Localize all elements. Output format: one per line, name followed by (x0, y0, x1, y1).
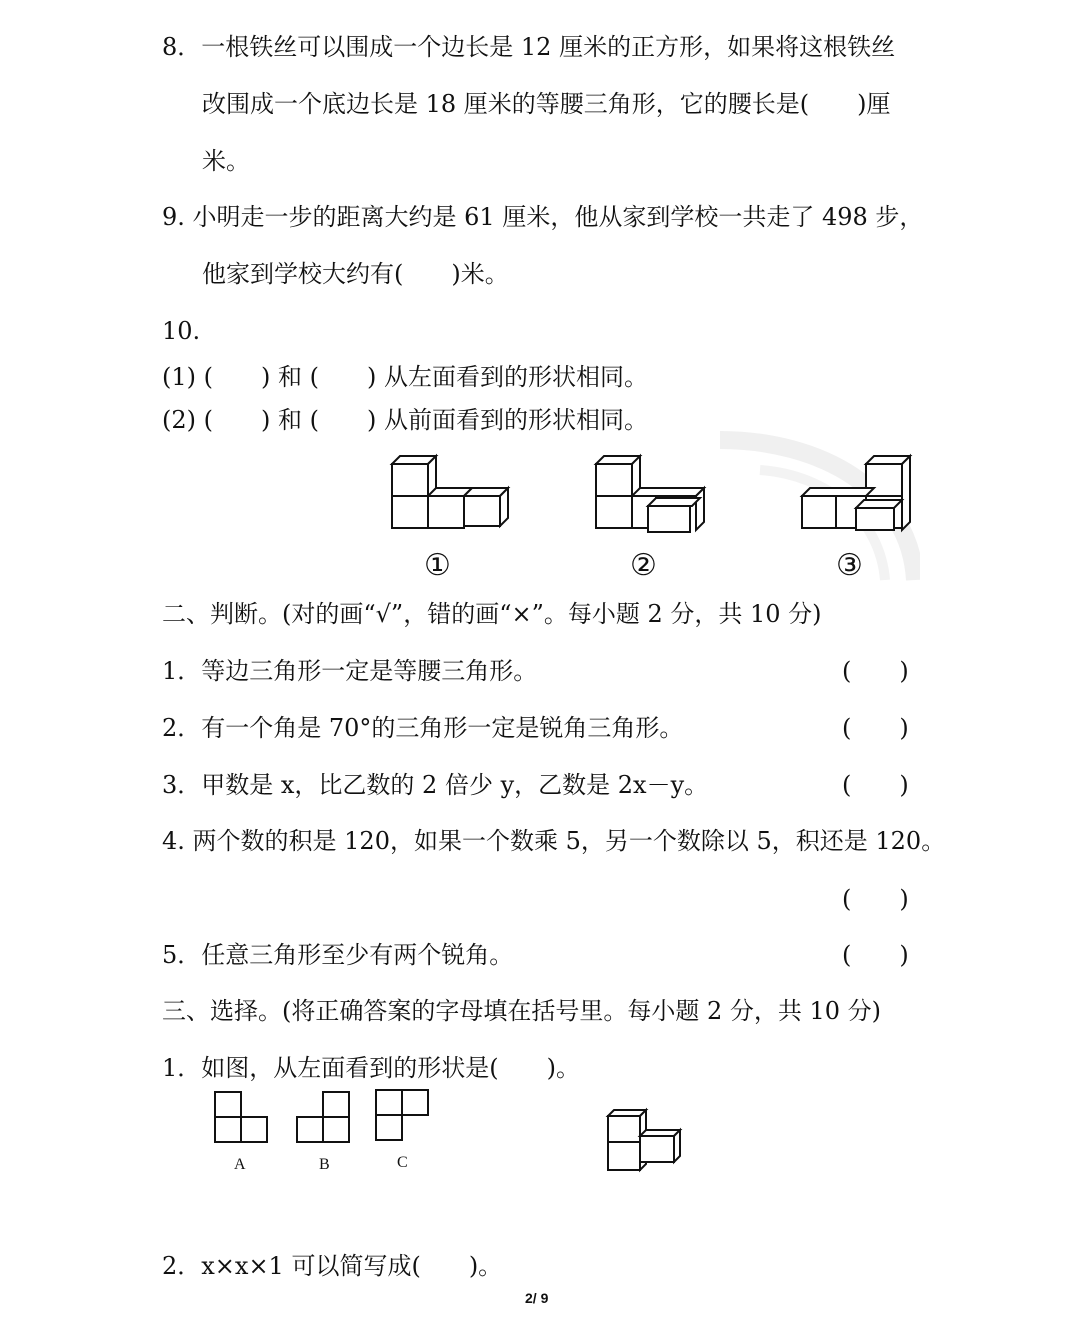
answer-paren-3[interactable]: ( ) (842, 771, 909, 799)
q8-line-2: 改围成一个底边长是 18 厘米的等腰三角形，它的腰长是( )厘 (202, 90, 891, 118)
section2-title: 二、判断。(对的画“√”，错的画“×”。每小题 2 分，共 10 分) (162, 600, 822, 628)
option-c-label: C (397, 1154, 408, 1171)
figure-label-2: ② (630, 548, 657, 583)
page-number: 2/ 9 (525, 1290, 549, 1306)
answer-paren-4[interactable]: ( ) (842, 885, 909, 913)
answer-paren-1[interactable]: ( ) (842, 657, 909, 685)
q10-label: 10. (162, 317, 201, 345)
option-c-shape (374, 1088, 430, 1142)
judge-item-2: 2．有一个角是 70°的三角形一定是锐角三角形。 (162, 714, 684, 742)
option-a-shape (213, 1090, 269, 1144)
judge-item-3: 3．甲数是 x，比乙数的 2 倍少 y，乙数是 2x－y。 (162, 771, 709, 799)
figure-label-3: ③ (836, 548, 863, 583)
q10-sub1: (1) ( ) 和 ( ) 从左面看到的形状相同。 (162, 363, 648, 391)
figure-label-1: ① (424, 548, 451, 583)
q9-line-2: 他家到学校大约有( )米。 (202, 260, 509, 288)
judge-item-5: 5．任意三角形至少有两个锐角。 (162, 941, 514, 969)
choice-q2: 2．x×x×1 可以简写成( )。 (162, 1252, 503, 1280)
cube-figure-1 (388, 452, 518, 532)
section3-title: 三、选择。(将正确答案的字母填在括号里。每小题 2 分，共 10 分) (162, 997, 882, 1025)
q9-line-1: 9. 小明走一步的距离大约是 61 厘米，他从家到学校一共走了 498 步， (162, 203, 924, 231)
choice-cube-figure (604, 1104, 686, 1174)
judge-item-4: 4. 两个数的积是 120，如果一个数乘 5，另一个数除以 5，积还是 120。 (162, 827, 946, 855)
answer-paren-5[interactable]: ( ) (842, 941, 909, 969)
q8-line-3: 米。 (202, 147, 250, 175)
q10-sub2: (2) ( ) 和 ( ) 从前面看到的形状相同。 (162, 406, 648, 434)
judge-item-1: 1．等边三角形一定是等腰三角形。 (162, 657, 538, 685)
option-b-shape (295, 1090, 351, 1144)
answer-paren-2[interactable]: ( ) (842, 714, 909, 742)
cube-figure-3 (798, 452, 918, 534)
choice-q1: 1．如图，从左面看到的形状是( )。 (162, 1054, 580, 1082)
cube-figure-2 (592, 452, 712, 534)
option-a-label: A (234, 1156, 246, 1173)
q8-line-1: 8．一根铁丝可以围成一个边长是 12 厘米的正方形，如果将这根铁丝 (162, 33, 896, 61)
option-b-label: B (319, 1156, 330, 1173)
